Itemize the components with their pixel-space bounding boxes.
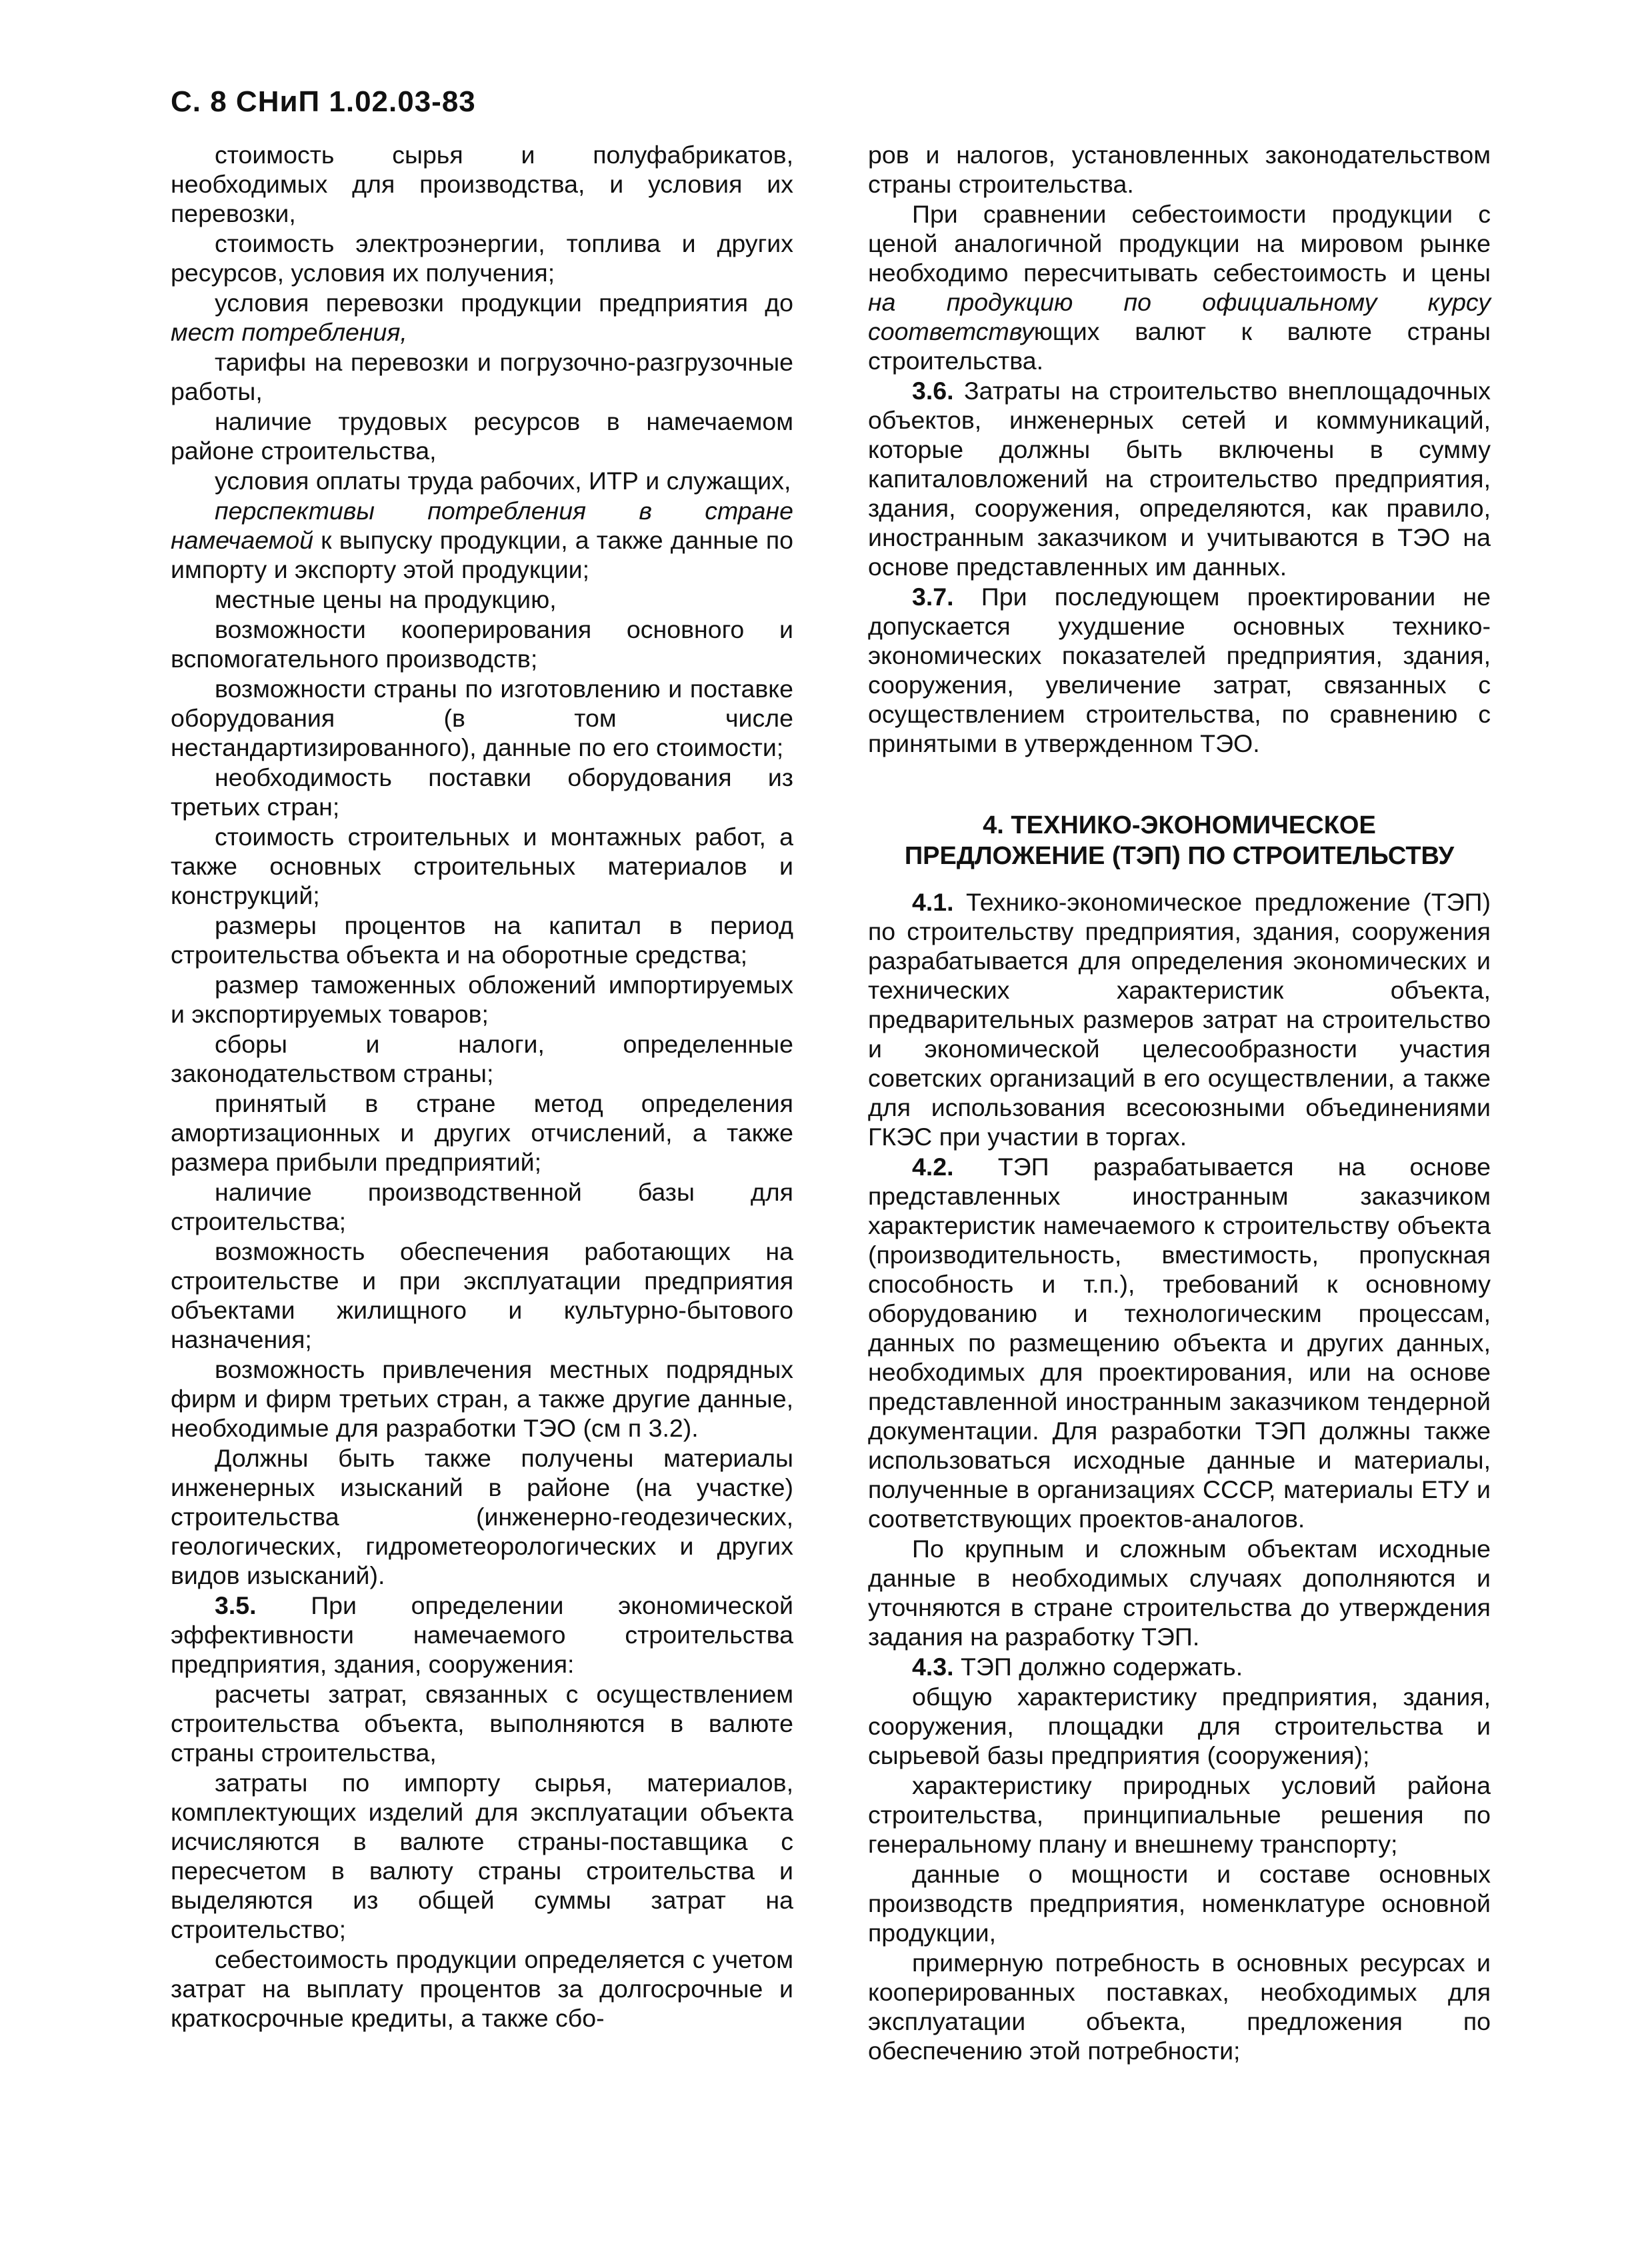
section-heading-line: 4. ТЕХНИКО-ЭКОНОМИЧЕСКОЕ — [983, 811, 1376, 839]
clause-text: ТЭП разрабатывается на основе представленных иностранным заказчиком характеристик намечаемого к строительству объекта (производительность, вместимость, пропускная способность и т.п.), требований к основному оборудованию и технологическим процессам, данных по размещению объекта и других данных, необходимых для проектирования, или на основе представленной иностранным заказчиком тендерной документации. Для разработки ТЭП должны также использоваться исходные данные и материалы, полученные в организациях СССР, материалы ЕТУ и соответствующих проектов-аналогов. — [868, 1153, 1491, 1533]
paragraph-text-italic: перспективы потребления в стране намечаемой — [171, 497, 793, 554]
paragraph: затраты по импорту сырья, материалов, комплектующих изделий для эксплуатации объекта исчисляются в валюте страны-поставщика с пересчетом в валюту страны строительства и выделяются из общей суммы затрат на строительство; — [171, 1769, 793, 1943]
paragraph: стоимость строительных и монтажных работ, а также основных строительных материалов и конструкций; — [171, 823, 793, 909]
clause-4-2 — [868, 1152, 1491, 1533]
paragraph: стоимость электроэнергии, топлива и других ресурсов, условия их получения; — [171, 229, 793, 287]
clause-number: 3.7. — [912, 583, 954, 611]
paragraph: необходимость поставки оборудования из третьих стран; — [171, 763, 793, 821]
section-heading — [868, 810, 1491, 871]
paragraph — [171, 288, 793, 347]
section-heading-line: ПРЕДЛОЖЕНИЕ (ТЭП) ПО СТРОИТЕЛЬСТВУ — [904, 842, 1455, 870]
paragraph: возможности кооперирования основного и вспомогательного производств; — [171, 615, 793, 673]
clause-number: 3.6. — [912, 377, 954, 405]
paragraph: принятый в стране метод определения амортизационных и других отчислений, а также размера прибыли предприятий; — [171, 1089, 793, 1176]
paragraph: возможность обеспечения работающих на строительстве и при эксплуатации предприятия объектами жилищного и культурно-бытового назначения; — [171, 1237, 793, 1353]
clause-number: 4.2. — [912, 1153, 954, 1181]
paragraph: возможность привлечения местных подрядных фирм и фирм третьих стран, а также другие данные, необходимые для разработки ТЭО (см п 3.2). — [171, 1355, 793, 1442]
clause-text: Технико-экономическое предложение (ТЭП) по строительству предприятия, здания, сооружения разрабатывается для определения экономических и технических характеристик объекта, предварительных размеров затрат на строительство и экономической целесообразности участия советских организаций в его осуществлении, а также для использования всесоюзными объединениями ГКЭС при участии в торгах. — [868, 888, 1491, 1151]
paragraph: характеристику природных условий района строительства, принципиальные решения по генеральному плану и внешнему транспорту; — [868, 1771, 1491, 1858]
clause-text: ТЭП должно содержать. — [953, 1653, 1243, 1681]
paragraph: тарифы на перевозки и погрузочно-разгрузочные работы, — [171, 348, 793, 405]
clause-text: Затраты на строительство внеплощадочных объектов, инженерных сетей и коммуникаций, которые должны быть включены в сумму капиталовложений на строительство предприятия, здания, сооружения, определяются, как правило, иностранным заказчиком и учитываются в ТЭО на основе представленных им данных. — [868, 377, 1491, 581]
clause-3-6 — [868, 376, 1491, 581]
paragraph: стоимость сырья и полуфабрикатов, необходимых для производства, и условия их перевозки, — [171, 141, 793, 227]
paragraph: примерную потребность в основных ресурсах и кооперированных поставках, необходимых для эксплуатации объекта, предложения по обеспечению этой потребности; — [868, 1949, 1491, 2065]
paragraph: местные цены на продукцию, — [215, 585, 557, 613]
page-header: С. 8 СНиП 1.02.03-83 — [171, 85, 476, 118]
paragraph: расчеты затрат, связанных с осуществлением строительства объекта, выполняются в валюте страны строительства, — [171, 1680, 793, 1767]
clause-4-3 — [868, 1652, 1491, 1681]
clause-text: При определении экономической эффективности намечаемого строительства предприятия, здания, сооружения: — [171, 1591, 793, 1678]
clause-number: 4.3. — [912, 1653, 954, 1681]
paragraph: условия оплаты труда рабочих, ИТР и служащих, — [215, 467, 791, 495]
paragraph: общую характеристику предприятия, здания, сооружения, площадки для строительства и сырьевой базы предприятия (сооружения); — [868, 1683, 1491, 1769]
paragraph-continuation: ров и налогов, установленных законодательством страны строительства. — [868, 141, 1491, 198]
paragraph: размер таможенных обложений импортируемых и экспортируемых товаров; — [171, 971, 793, 1028]
left-column — [171, 140, 793, 2033]
paragraph: наличие трудовых ресурсов в намечаемом районе строительства, — [171, 407, 793, 465]
paragraph — [868, 199, 1491, 375]
clause-3-5 — [171, 1591, 793, 1679]
clause-4-1 — [868, 887, 1491, 1151]
paragraph: размеры процентов на капитал в период строительства объекта и на оборотные средства; — [171, 911, 793, 969]
paragraph: данные о мощности и составе основных производств предприятия, номенклатуре основной продукции, — [868, 1860, 1491, 1947]
paragraph: По крупным и сложным объектам исходные данные в необходимых случаях дополняются и уточняются в стране строительства до утверждения задания на разработку ТЭП. — [868, 1535, 1491, 1651]
paragraph-text: ющих валют к валюте страны строительства. — [868, 317, 1491, 375]
paragraph-text-italic: мест потребления, — [171, 318, 407, 346]
paragraph: сборы и налоги, определенные законодательством страны; — [171, 1030, 793, 1087]
paragraph — [171, 496, 793, 584]
clause-number: 3.5. — [215, 1591, 257, 1619]
right-column — [868, 140, 1491, 2065]
paragraph-text: условия перевозки продукции предприятия до — [215, 289, 793, 317]
clause-text: При последующем проектировании не допускается ухудшение основных технико-экономических показателей предприятия, здания, сооружения, увеличение затрат, связанных с осуществлением строительства, по сравнению с принятыми в утвержденном ТЭО. — [868, 583, 1491, 757]
paragraph: себестоимость продукции определяется с учетом затрат на выплату процентов за долгосрочные и краткосрочные кредиты, а также сбо- — [171, 1945, 793, 2032]
clause-number: 4.1. — [912, 888, 954, 916]
paragraph-text-italic: на продукцию по официальному курсу соответству — [868, 288, 1491, 345]
clause-3-7 — [868, 582, 1491, 758]
paragraph-text: При сравнении себестоимости продукции с ценой аналогичной продукции на мировом рынке необходимо пересчитывать себестоимость и цены — [868, 200, 1491, 287]
paragraph: Должны быть также получены материалы инженерных изысканий в районе (на участке) строительства (инженерно-геодезических, геологических, гидрометеорологических и других видов изысканий). — [171, 1444, 793, 1589]
paragraph: наличие производственной базы для строительства; — [171, 1178, 793, 1235]
paragraph-text: к выпуску продукции, а также данные по импорту и экспорту этой продукции; — [171, 526, 793, 583]
paragraph: возможности страны по изготовлению и поставке оборудования (в том числе нестандартизированного), данные по его стоимости; — [171, 675, 793, 761]
